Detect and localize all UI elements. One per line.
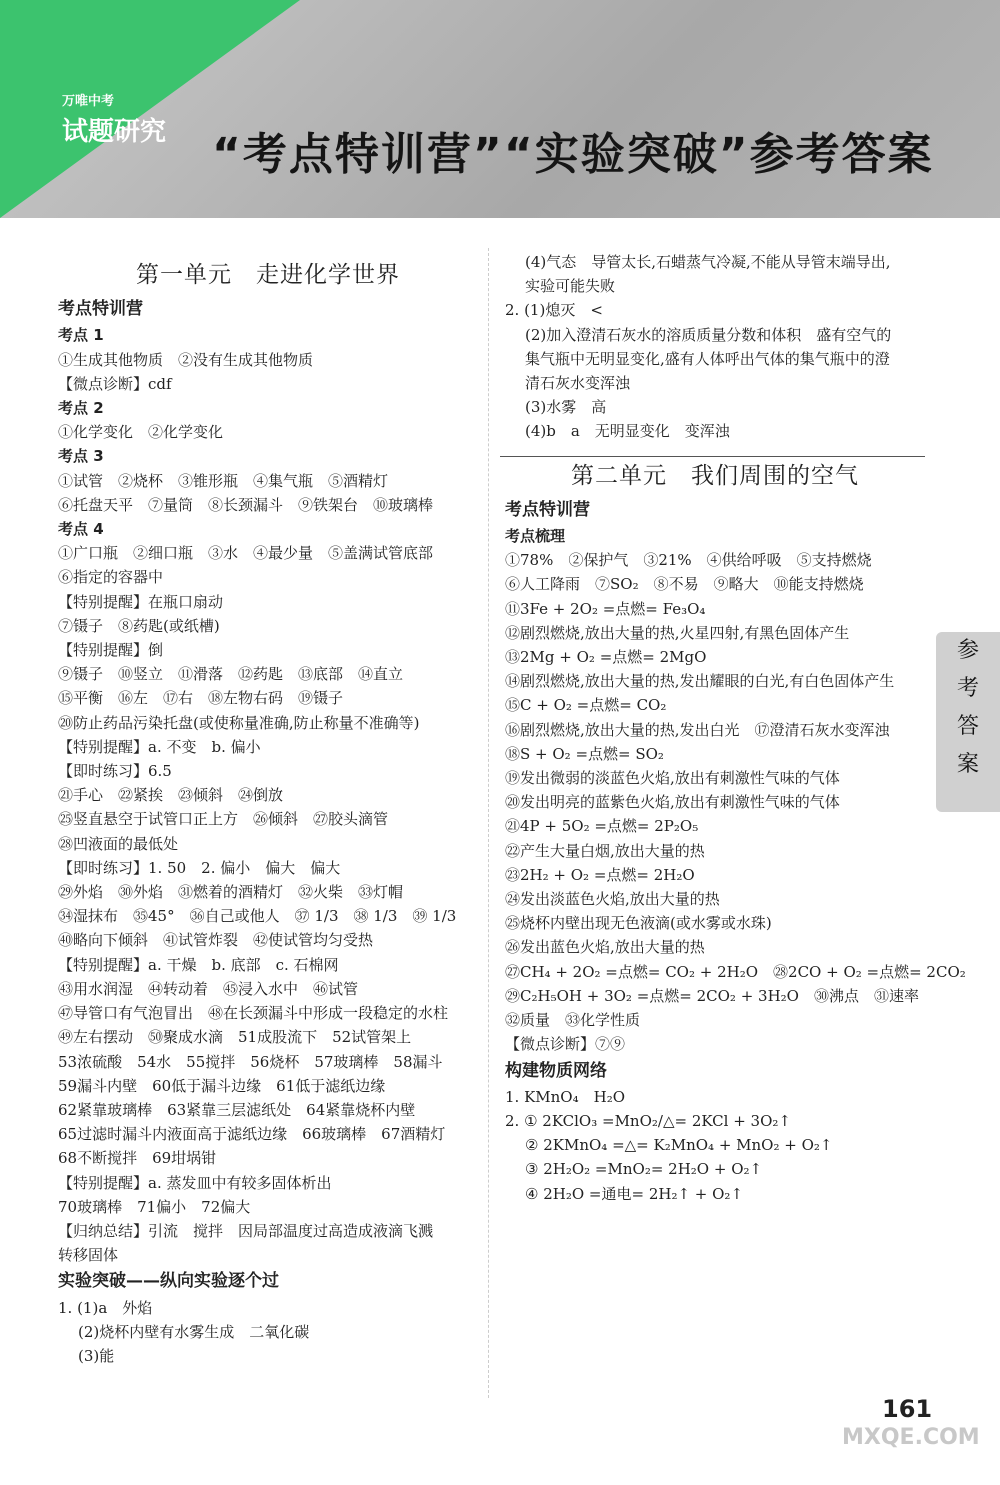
page-number: 161 [882, 1395, 933, 1423]
section-divider [500, 456, 925, 457]
text-line: (2)烧杯内壁有水雾生成 二氧化碳 [78, 1322, 310, 1341]
brand-small-text: 万唯中考 [62, 94, 115, 109]
text-line: ⑳发出明亮的蓝紫色火焰,放出有刺激性气味的气体 [505, 793, 840, 812]
text-line: 考点 2 [58, 399, 104, 418]
text-line: ㉓2H₂ + O₂ =点燃= 2H₂O [505, 865, 695, 884]
text-line: ①生成其他物质 ②没有生成其他物质 [58, 350, 314, 369]
text-line: ⑥人工降雨 ⑦SO₂ ⑧不易 ⑨略大 ⑩能支持燃烧 [505, 575, 864, 594]
page-title: “考点特训营”“实验突破”参考答案 [212, 129, 934, 180]
text-line: 59漏斗内壁 60低于漏斗边缘 61低于滤纸边缘 [58, 1076, 386, 1095]
text-line: 62紧靠玻璃棒 63紧靠三层滤纸处 64紧靠烧杯内壁 [58, 1100, 416, 1119]
text-line: ㉕竖直悬空于试管口正上方 ㉖倾斜 ㉗胶头滴管 [58, 810, 389, 829]
text-line: ⑮C + O₂ =点燃= CO₂ [505, 696, 667, 715]
text-line: (4)b a 无明显变化 变浑浊 [525, 422, 730, 441]
text-line: 【归纳总结】引流 搅拌 因局部温度过高造成液滴飞溅 [58, 1221, 434, 1240]
text-line: ⑲发出微弱的淡蓝色火焰,放出有刺激性气味的气体 [505, 769, 840, 788]
text-line: ⑫剧烈燃烧,放出大量的热,火星四射,有黑色固体产生 [505, 623, 850, 642]
text-line: 53浓硫酸 54水 55搅拌 56烧杯 57玻璃棒 58漏斗 [58, 1052, 443, 1071]
text-line: ㉕烧杯内壁出现无色液滴(或水雾或水珠) [505, 914, 772, 933]
text-line: 考点 1 [58, 326, 104, 345]
text-line: 68不断搅拌 69坩埚钳 [58, 1149, 217, 1168]
text-line: 65过滤时漏斗内液面高于滤纸边缘 66玻璃棒 67酒精灯 [58, 1125, 446, 1144]
brand-logo [62, 90, 166, 148]
text-line: (4)气态 导管太长,石蜡蒸气冷凝,不能从导管末端导出, [525, 253, 891, 271]
text-line: ② 2KMnO₄ =△= K₂MnO₄ + MnO₂ + O₂↑ [525, 1136, 833, 1155]
text-line: ①78% ②保护气 ③21% ④供给呼吸 ⑤支持燃烧 [505, 551, 872, 570]
text-line: ⑯剧烈燃烧,放出大量的热,发出白光 ⑰澄清石灰水变浑浊 [505, 720, 890, 739]
text-line: ㊼导管口有气泡冒出 ㊽在长颈漏斗中形成一段稳定的水柱 [58, 1004, 449, 1023]
text-line: 考点特训营 [505, 499, 590, 520]
left-column [58, 255, 478, 1368]
text-line: ⑳防止药品污染托盘(或使称量准确,防止称量不准确等) [58, 713, 420, 732]
text-line: 70玻璃棒 71偏小 72偏大 [58, 1197, 251, 1216]
watermark: MXQE.COM [842, 1425, 980, 1450]
text-line: ㉜质量 ㉝化学性质 [505, 1011, 641, 1030]
text-line: 【特别提醒】a. 不变 b. 偏小 [58, 737, 261, 756]
unit-title-1: 第一单元 走进化学世界 [136, 262, 400, 288]
text-line: ㉑4P + 5O₂ =点燃= 2P₂O₅ [505, 817, 699, 836]
text-line: ⑱S + O₂ =点燃= SO₂ [505, 744, 664, 763]
text-line: ④ 2H₂O =通电= 2H₂↑ + O₂↑ [525, 1184, 744, 1203]
text-line: 清石灰水变浑浊 [525, 374, 631, 393]
text-line: ⑥托盘天平 ⑦量筒 ⑧长颈漏斗 ⑨铁架台 ⑩玻璃棒 [58, 495, 434, 514]
text-line: ①广口瓶 ②细口瓶 ③水 ④最少量 ⑤盖满试管底部 [58, 544, 434, 563]
text-line: (3)能 [78, 1346, 115, 1365]
text-line: 【即时练习】6.5 [58, 762, 172, 781]
text-line: ㉗CH₄ + 2O₂ =点燃= CO₂ + 2H₂O ㉘2CO + O₂ =点燃= 2CO₂ [505, 962, 966, 981]
page-header [0, 0, 1000, 218]
text-line: 1. (1)a 外焰 [58, 1298, 153, 1317]
text-line: ㊵略向下倾斜 ㊶试管炸裂 ㊷使试管均匀受热 [58, 931, 374, 950]
text-line: ⑨镊子 ⑩竖立 ⑪滑落 ⑫药匙 ⑬底部 ⑭直立 [58, 665, 404, 684]
brand-big-text: 试题研究 [62, 117, 167, 147]
side-tab-char: 答 [956, 714, 979, 739]
text-line: 【特别提醒】在瓶口扇动 [58, 592, 224, 611]
text-line: 转移固体 [58, 1246, 119, 1265]
text-line: ㉒产生大量白烟,放出大量的热 [505, 841, 705, 860]
text-line: (2)加入澄清石灰水的溶质质量分数和体积 盛有空气的 [525, 325, 892, 344]
right-column [505, 250, 966, 1206]
text-line: 实验可能失败 [525, 277, 616, 296]
text-line: ⑪3Fe + 2O₂ =点燃= Fe₃O₄ [505, 599, 706, 618]
text-line: ㊸用水润湿 ㊹转动着 ㊺浸入水中 ㊻试管 [58, 979, 359, 998]
text-line: ⑦镊子 ⑧药匙(或纸槽) [58, 616, 220, 635]
text-line: 实验突破——纵向实验逐个过 [58, 1271, 279, 1292]
text-line: ㊾左右摆动 ㊿聚成水滴 51成股流下 52试管架上 [58, 1028, 412, 1047]
side-tab [936, 632, 1000, 812]
text-line: ㉙外焰 ㉚外焰 ㉛燃着的酒精灯 ㉜火柴 ㉝灯帽 [58, 883, 404, 902]
text-line: 【微点诊断】⑦⑨ [505, 1035, 626, 1054]
text-line: ①化学变化 ②化学变化 [58, 423, 224, 442]
text-line: ㉙C₂H₅OH + 3O₂ =点燃= 2CO₂ + 3H₂O ㉚沸点 ㉛速率 [505, 986, 919, 1005]
side-tab-char: 考 [956, 676, 979, 701]
text-line: 【特别提醒】a. 蒸发皿中有较多固体析出 [58, 1173, 332, 1192]
text-line: 2. ① 2KClO₃ =MnO₂/△= 2KCl + 3O₂↑ [505, 1111, 791, 1130]
text-line: 集气瓶中无明显变化,盛有人体呼出气体的集气瓶中的澄 [525, 349, 890, 368]
text-line: ⑮平衡 ⑯左 ⑰右 ⑱左物右码 ⑲镊子 [58, 689, 344, 708]
text-line: ①试管 ②烧杯 ③锥形瓶 ④集气瓶 ⑤酒精灯 [58, 471, 389, 490]
text-line: 构建物质网络 [505, 1060, 607, 1081]
side-tab-char: 案 [956, 752, 979, 777]
text-line: ⑬2Mg + O₂ =点燃= 2MgO [505, 648, 707, 667]
text-line: ㉞湿抹布 ㉟45° ㊱自己或他人 ㊲ 1/3 ㊳ 1/3 ㊴ 1/3 [58, 907, 457, 926]
text-line: 【即时练习】1. 50 2. 偏小 偏大 偏大 [58, 858, 341, 877]
text-line: (3)水雾 高 [525, 398, 607, 417]
right-lines [505, 498, 966, 1206]
column-divider [488, 248, 489, 1398]
text-line: 考点 3 [58, 447, 104, 466]
text-line: 考点梳理 [505, 527, 566, 546]
text-line: ㉘凹液面的最低处 [58, 834, 179, 853]
right-top-lines [505, 250, 925, 444]
text-line: 考点 4 [58, 520, 104, 539]
text-line: 【微点诊断】cdf [58, 374, 172, 393]
left-lines [58, 297, 478, 1368]
unit-title-2: 第二单元 我们周围的空气 [571, 462, 859, 489]
text-line: 1. KMnO₄ H₂O [505, 1087, 626, 1106]
text-line: ㉔发出淡蓝色火焰,放出大量的热 [505, 890, 720, 909]
text-line: 考点特训营 [58, 299, 143, 320]
text-line: 【特别提醒】倒 [58, 641, 164, 660]
text-line: 2. (1)熄灭 < [505, 301, 603, 320]
text-line: 【特别提醒】a. 干燥 b. 底部 c. 石棉网 [58, 955, 339, 974]
text-line: ⑥指定的容器中 [58, 568, 164, 587]
side-tab-char: 参 [956, 638, 979, 663]
text-line: ㉖发出蓝色火焰,放出大量的热 [505, 938, 705, 957]
text-line: ㉑手心 ㉒紧挨 ㉓倾斜 ㉔倒放 [58, 786, 284, 805]
text-line: ③ 2H₂O₂ =MnO₂= 2H₂O + O₂↑ [525, 1160, 763, 1179]
text-line: ⑭剧烈燃烧,放出大量的热,发出耀眼的白光,有白色固体产生 [505, 672, 895, 691]
